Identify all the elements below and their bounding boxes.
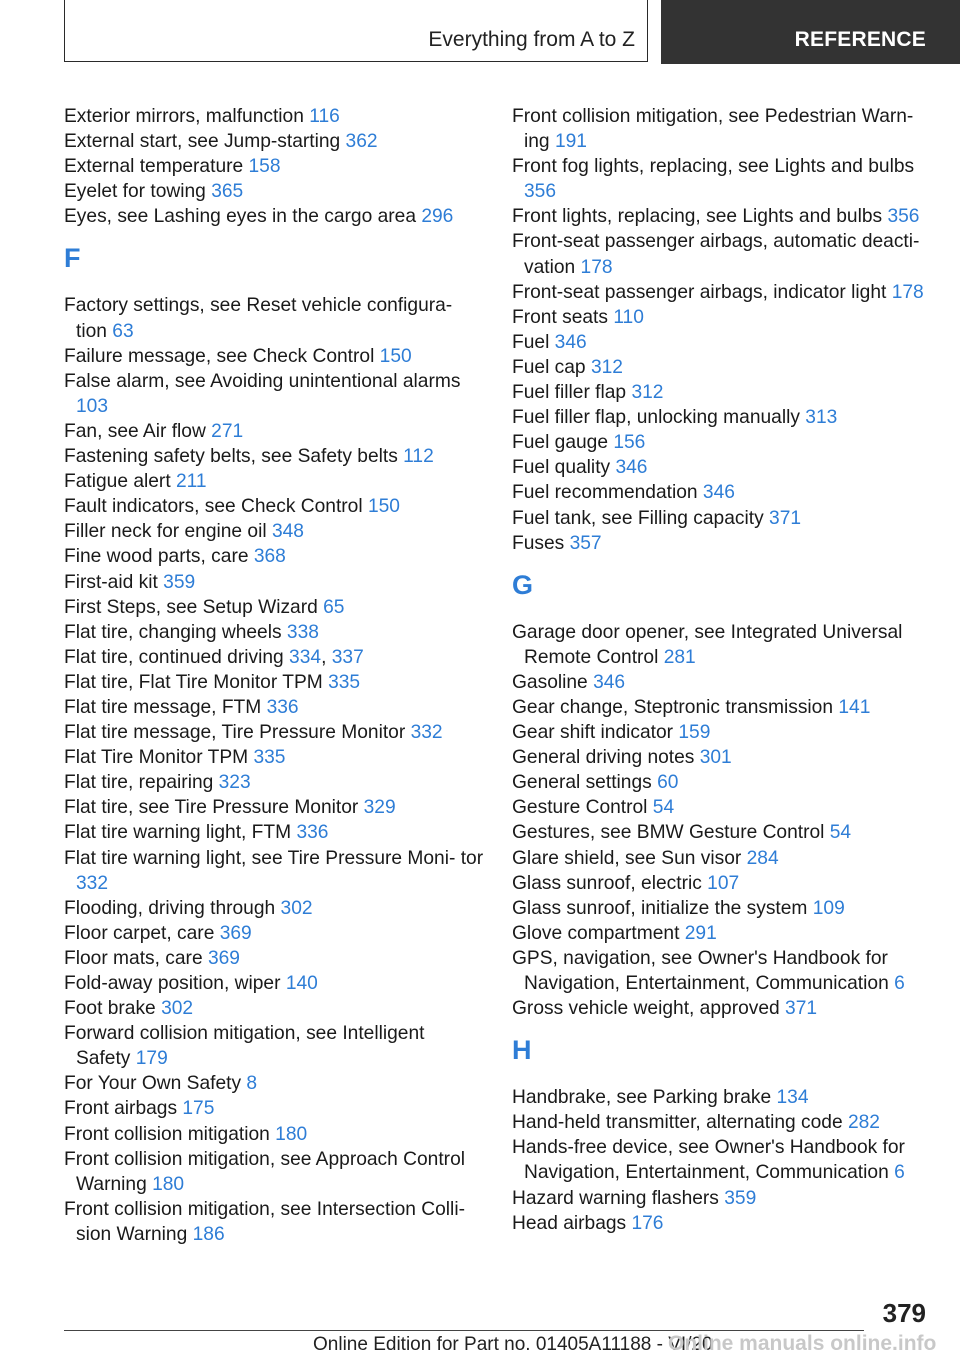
page-reference-link[interactable]: 359 <box>724 1187 757 1209</box>
index-entry <box>64 745 484 770</box>
index-entry <box>64 996 484 1021</box>
index-entry <box>512 820 942 845</box>
page-reference-link[interactable]: 176 <box>631 1212 664 1234</box>
page-reference-link[interactable]: 323 <box>218 772 251 794</box>
index-entry-term: Front lights, replacing, see Lights and bulbs <box>512 206 888 228</box>
index-entry-term: Flat tire, Flat Tire Monitor TPM <box>64 671 329 693</box>
index-entry <box>64 293 484 343</box>
index-entry <box>64 1071 484 1096</box>
page-header <box>0 0 960 64</box>
index-entry-term: Floor carpet, care <box>64 922 220 944</box>
page-reference-link[interactable]: 8 <box>246 1073 258 1095</box>
index-entry-term: Fastening safety belts, see Safety belts <box>64 446 404 468</box>
index-entry <box>64 896 484 921</box>
index-entry <box>64 770 484 795</box>
index-entry <box>64 620 484 645</box>
index-entry <box>512 380 942 405</box>
page-reference-link[interactable]: 107 <box>707 872 740 894</box>
index-entry <box>64 179 484 204</box>
page-reference-link[interactable]: 365 <box>211 181 244 203</box>
section-title: Everything from A to Z <box>428 28 635 51</box>
page-reference-link[interactable]: 281 <box>663 646 696 668</box>
index-column-right <box>512 104 942 1236</box>
page-reference-link[interactable]: 338 <box>286 621 319 643</box>
index-entry-term: Fuel <box>512 331 555 353</box>
index-entry-term: Fuel tank, see Filling capacity <box>512 507 770 529</box>
index-entry <box>512 745 942 770</box>
page-reference-link[interactable]: 302 <box>161 998 194 1020</box>
index-entry-term: Gross vehicle weight, approved <box>512 998 786 1020</box>
index-entry <box>64 344 484 369</box>
index-entry <box>64 1021 484 1071</box>
index-entry <box>512 770 942 795</box>
index-entry-term: Gesture Control <box>512 797 653 819</box>
page-reference-link[interactable]: 346 <box>593 671 626 693</box>
index-entry <box>512 430 942 455</box>
index-entry <box>512 695 942 720</box>
index-entry-term: Gear change, Steptronic transmission <box>512 696 839 718</box>
page-reference-link[interactable]: 332 <box>410 722 443 744</box>
index-entry-term: Fuses <box>512 532 570 554</box>
index-entry-term: Floor mats, care <box>64 947 208 969</box>
index-entry-term: Fuel quality <box>512 457 616 479</box>
page-reference-link[interactable]: 369 <box>207 947 240 969</box>
page-reference-link[interactable]: 103 <box>76 395 109 417</box>
page-separator: , <box>321 646 332 668</box>
index-entry <box>64 846 484 896</box>
index-entry <box>64 695 484 720</box>
index-entry-term: Factory settings, see Reset vehicle configura‐ tion <box>64 295 453 342</box>
index-entry <box>64 595 484 620</box>
index-entry-term: Flat tire warning light, FTM <box>64 822 297 844</box>
page-reference-link[interactable]: 336 <box>266 696 299 718</box>
index-entry-term: Front collision mitigation, see Approach Control Warning <box>64 1148 466 1195</box>
index-entry-term: General settings <box>512 772 658 794</box>
index-entry <box>64 444 484 469</box>
index-entry-term: Front-seat passenger airbags, automatic deacti‐ vation <box>512 231 920 278</box>
page-number: 379 <box>882 1298 926 1328</box>
footer-divider <box>64 1330 864 1331</box>
index-entry <box>512 480 942 505</box>
index-letter-heading: F <box>64 243 81 274</box>
index-column-left <box>64 104 484 1247</box>
index-entry <box>512 1110 942 1135</box>
index-entry <box>512 455 942 480</box>
page-reference-link[interactable]: 312 <box>631 382 664 404</box>
index-entry-term: Gestures, see BMW Gesture Control <box>512 822 830 844</box>
index-entry <box>512 405 942 430</box>
page-reference-link[interactable]: 359 <box>163 571 196 593</box>
page-reference-link[interactable]: 156 <box>613 432 646 454</box>
page-reference-link[interactable]: 116 <box>309 106 340 127</box>
index-entry <box>64 204 484 229</box>
page-reference-link[interactable]: 110 <box>613 306 644 328</box>
index-entry-term: Flat tire, repairing <box>64 772 219 794</box>
page-reference-link[interactable]: 336 <box>296 822 329 844</box>
index-entry-term: Fuel recommendation <box>512 482 703 504</box>
index-entry-term: Exterior mirrors, malfunction <box>64 106 310 127</box>
page-reference-link[interactable]: 6 <box>894 1162 905 1184</box>
watermark: Online manuals online.info <box>668 1332 937 1355</box>
index-entry-term: Front airbags <box>64 1098 183 1120</box>
index-entry-term: First-aid kit <box>64 571 164 593</box>
index-entry-term: Fuel cap <box>512 356 591 378</box>
index-entry-term: Filler neck for engine oil <box>64 521 272 543</box>
page-reference-link[interactable]: 346 <box>615 457 648 479</box>
index-entry-term: Flat tire, continued driving <box>64 646 290 668</box>
index-entry <box>512 355 942 380</box>
index-entry <box>64 419 484 444</box>
page-reference-link[interactable]: 109 <box>812 897 845 919</box>
page-reference-link[interactable]: 54 <box>829 822 852 844</box>
page-reference-link[interactable]: 178 <box>891 281 924 303</box>
page-reference-link[interactable]: 150 <box>379 345 412 367</box>
page-reference-link[interactable]: 296 <box>421 206 454 228</box>
page-reference-link[interactable]: 312 <box>590 356 623 378</box>
index-entry <box>512 229 942 279</box>
index-entry <box>64 971 484 996</box>
page-reference-link[interactable]: 191 <box>554 131 587 153</box>
index-entry <box>64 820 484 845</box>
page-reference-link[interactable]: 271 <box>211 420 244 442</box>
index-entry <box>512 305 942 330</box>
index-entry-term: Forward collision mitigation, see Intelligent Safety <box>64 1023 425 1070</box>
index-entry <box>512 896 942 921</box>
index-entry <box>64 519 484 544</box>
index-entry <box>64 494 484 519</box>
page-reference-link[interactable]: 65 <box>323 596 345 618</box>
index-entry-term: Front collision mitigation <box>64 1123 276 1145</box>
index-entry-term: Flat tire warning light, see Tire Pressure Moni‐ tor <box>64 847 484 869</box>
page-reference-link[interactable]: 158 <box>248 156 281 178</box>
index-entry <box>64 795 484 820</box>
chapter-tab <box>661 0 960 64</box>
index-entry-term: Eyelet for towing <box>64 181 212 203</box>
index-letter-heading: G <box>512 569 534 600</box>
index-entry <box>64 544 484 569</box>
page-reference-link[interactable]: 134 <box>776 1087 809 1109</box>
index-entry <box>512 1135 942 1185</box>
index-letter-heading: H <box>512 1035 532 1066</box>
index-entry-term: Foot brake <box>64 998 162 1020</box>
page-reference-link[interactable]: 356 <box>524 181 557 203</box>
index-entry-term: Fatigue alert <box>64 471 176 493</box>
index-entry <box>64 570 484 595</box>
section-tab <box>64 0 648 62</box>
page-reference-link[interactable]: 179 <box>135 1048 168 1070</box>
page-reference-link[interactable]: 60 <box>657 772 679 794</box>
index-entry-term: External start, see Jump-starting <box>64 131 346 153</box>
index-entry <box>64 1197 484 1247</box>
index-entry <box>512 280 942 305</box>
page-reference-link[interactable]: 180 <box>275 1123 308 1145</box>
index-entry-term: Handbrake, see Parking brake <box>512 1087 777 1109</box>
index-entry-term: Hands-free device, see Owner's Handbook for Navigation, Entertainment, Communication <box>512 1137 905 1184</box>
index-entry <box>512 1085 942 1110</box>
index-entry <box>512 921 942 946</box>
page-reference-link[interactable]: 371 <box>785 998 818 1020</box>
index-entry-term: Flat tire, changing wheels <box>64 621 287 643</box>
index-entry <box>64 1096 484 1121</box>
index-entry <box>512 871 942 896</box>
page-reference-link[interactable]: 291 <box>684 922 717 944</box>
index-entry <box>64 369 484 419</box>
page-reference-link[interactable]: 334 <box>289 646 322 668</box>
index-entry <box>512 154 942 204</box>
index-entry-term: Head airbags <box>512 1212 632 1234</box>
page-reference-link[interactable]: 175 <box>182 1098 215 1120</box>
index-entry <box>512 104 942 154</box>
page-reference-link[interactable]: 313 <box>805 407 838 429</box>
index-entry <box>64 720 484 745</box>
index-entry <box>512 620 942 670</box>
page-reference-link[interactable]: 335 <box>328 671 361 693</box>
page-reference-link[interactable]: 369 <box>219 922 252 944</box>
page-reference-link[interactable]: 284 <box>746 847 779 869</box>
index-entry-term: Front collision mitigation, see Intersection Colli‐ sion Warning <box>64 1198 465 1245</box>
index-entry-term: Fold-away position, wiper <box>64 973 286 994</box>
index-entry-term: Fault indicators, see Check Control <box>64 496 368 518</box>
index-entry <box>64 946 484 971</box>
index-entry <box>64 645 484 670</box>
index-entry <box>512 996 942 1021</box>
edition-text: Online Edition for Part no. 01405A11188 - VI/20 <box>313 1334 713 1355</box>
index-entry-term: Fuel filler flap <box>512 382 632 404</box>
index-entry-term: Glass sunroof, initialize the system <box>512 897 813 919</box>
index-entry-term: GPS, navigation, see Owner's Handbook for Navigation, Entertainment, Communication <box>512 947 895 994</box>
page-reference-link[interactable]: 186 <box>192 1223 225 1245</box>
index-entry-term: External temperature <box>64 156 249 178</box>
index-entry-term: First Steps, see Setup Wizard <box>64 596 324 618</box>
page-reference-link[interactable]: 335 <box>253 747 286 769</box>
index-entry-term: Fine wood parts, care <box>64 546 254 568</box>
index-entry-term: For Your Own Safety <box>64 1073 247 1095</box>
index-entry-term: Front-seat passenger airbags, indicator light <box>512 281 892 303</box>
page-reference-link[interactable]: 371 <box>769 507 802 529</box>
page-reference-link[interactable]: 6 <box>894 973 905 994</box>
index-entry-term: Fuel filler flap, unlocking manually <box>512 407 806 429</box>
index-entry-term: Front seats <box>512 306 614 328</box>
page-reference-link[interactable]: 346 <box>702 482 735 504</box>
index-entry <box>512 1211 942 1236</box>
index-entry <box>512 1186 942 1211</box>
index-entry-term: Glass sunroof, electric <box>512 872 708 894</box>
page-reference-link[interactable]: 337 <box>331 646 364 668</box>
index-entry <box>64 670 484 695</box>
page-reference-link[interactable]: 282 <box>847 1112 880 1134</box>
index-entry <box>512 720 942 745</box>
page-reference-link[interactable]: 362 <box>345 131 378 153</box>
page-reference-link[interactable]: 63 <box>112 320 134 342</box>
page-reference-link[interactable]: 112 <box>403 446 434 468</box>
index-entry <box>512 531 942 556</box>
page-reference-link[interactable]: 368 <box>253 546 286 568</box>
index-entry <box>512 506 942 531</box>
index-entry-term: Flat Tire Monitor TPM <box>64 747 254 769</box>
page-reference-link[interactable]: 332 <box>76 872 109 894</box>
index-entry-term: Flooding, driving through <box>64 897 281 919</box>
index-entry <box>64 104 484 129</box>
index-entry-term: Fan, see Air flow <box>64 420 212 442</box>
index-entry-term: Eyes, see Lashing eyes in the cargo area <box>64 206 422 228</box>
page-reference-link[interactable]: 141 <box>838 696 871 718</box>
index-entry <box>512 670 942 695</box>
index-entry-term: Hazard warning flashers <box>512 1187 725 1209</box>
page-reference-link[interactable]: 348 <box>271 521 304 543</box>
index-entry-term: Flat tire message, FTM <box>64 696 267 718</box>
index-entry-term: Flat tire, see Tire Pressure Monitor <box>64 797 364 819</box>
index-entry-term: Glove compartment <box>512 922 685 944</box>
index-entry-term: General driving notes <box>512 747 700 769</box>
page-reference-link[interactable]: 150 <box>367 496 400 518</box>
index-entry-term: Fuel gauge <box>512 432 614 454</box>
index-entry <box>64 469 484 494</box>
index-entry <box>512 946 942 996</box>
index-entry <box>64 921 484 946</box>
index-entry-term: Front fog lights, replacing, see Lights and bulbs <box>512 156 915 178</box>
index-entry <box>512 846 942 871</box>
index-entry-term: Hand-held transmitter, alternating code <box>512 1112 848 1134</box>
page-reference-link[interactable]: 159 <box>678 722 711 744</box>
index-entry <box>512 330 942 355</box>
page-reference-link[interactable]: 54 <box>652 797 675 819</box>
page-reference-link[interactable]: 301 <box>699 747 732 769</box>
index-entry-term: False alarm, see Avoiding unintentional alarms <box>64 370 461 392</box>
page-reference-link[interactable]: 211 <box>176 471 207 493</box>
page-reference-link[interactable]: 346 <box>554 331 587 353</box>
index-entry-term: Gasoline <box>512 671 594 693</box>
index-entry <box>64 129 484 154</box>
page-reference-link[interactable]: 180 <box>152 1173 185 1195</box>
page-reference-link[interactable]: 357 <box>569 532 602 554</box>
index-entry-term: Gear shift indicator <box>512 722 679 744</box>
page-reference-link[interactable]: 178 <box>580 256 613 278</box>
index-entry-term: Failure message, see Check Control <box>64 345 380 367</box>
index-entry <box>64 154 484 179</box>
index-entry-term: Flat tire message, Tire Pressure Monitor <box>64 722 411 744</box>
page-reference-link[interactable]: 356 <box>887 206 920 228</box>
page-reference-link[interactable]: 302 <box>280 897 313 919</box>
page-reference-link[interactable]: 329 <box>363 797 396 819</box>
index-entry <box>64 1122 484 1147</box>
index-entry <box>512 204 942 229</box>
index-entry <box>64 1147 484 1197</box>
index-entry-term: Front collision mitigation, see Pedestrian Warn‐ ing <box>512 106 914 153</box>
index-entry <box>512 795 942 820</box>
index-entry-term: Glare shield, see Sun visor <box>512 847 747 869</box>
index-entry-term: Garage door opener, see Integrated Universal Remote Control <box>512 621 903 668</box>
page-reference-link[interactable]: 140 <box>285 973 318 994</box>
chapter-title: REFERENCE <box>794 28 926 51</box>
